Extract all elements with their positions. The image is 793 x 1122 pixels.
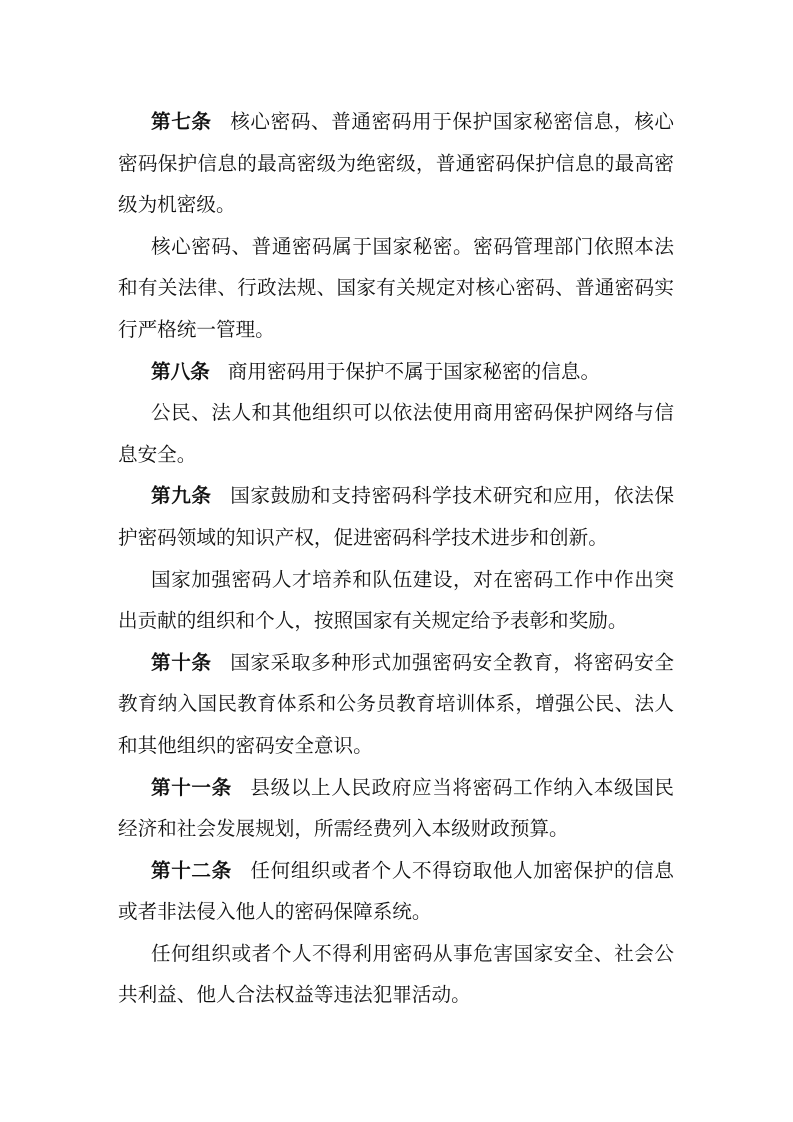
article-9-paragraph-2: 国家加强密码人才培养和队伍建设，对在密码工作中作出突出贡献的组织和个人，按照国家有关规定给予表彰和奖励。	[118, 567, 674, 633]
article-12-label: 第十二条	[151, 858, 232, 882]
article-9-label: 第九条	[151, 484, 212, 508]
article-9-paragraph-1	[118, 475, 674, 558]
article-7-paragraph-1	[118, 101, 674, 226]
article-11-label: 第十一条	[151, 775, 232, 799]
article-8-paragraph-1	[118, 351, 674, 393]
article-11-text-1: 县级以上人民政府应当将密码工作纳入本级国民经济和社会发展规划，所需经费列入本级财政预算。	[118, 775, 675, 841]
article-8-paragraph-2: 公民、法人和其他组织可以依法使用商用密码保护网络与信息安全。	[118, 401, 674, 466]
article-7-paragraph-2: 核心密码、普通密码属于国家秘密。密码管理部门依照本法和有关法律、行政法规、国家有关规定对核心密码、普通密码实行严格统一管理。	[118, 234, 674, 341]
article-12-paragraph-2: 任何组织或者个人不得利用密码从事危害国家安全、社会公共利益、他人合法权益等违法犯罪活动。	[118, 941, 674, 1007]
article-10-text-1: 国家采取多种形式加强密码安全教育，将密码安全教育纳入国民教育体系和公务员教育培训体系，增强公民、法人和其他组织的密码安全意识。	[118, 650, 675, 757]
article-11-paragraph-1	[118, 767, 674, 850]
article-12-text-1: 任何组织或者个人不得窃取他人加密保护的信息或者非法侵入他人的密码保障系统。	[118, 858, 675, 924]
article-7-label: 第七条	[151, 110, 212, 133]
article-9-text-1: 国家鼓励和支持密码科学技术研究和应用，依法保护密码领域的知识产权，促进密码科学技术进步和创新。	[118, 484, 675, 549]
article-10-paragraph-1	[118, 642, 674, 767]
article-10-label: 第十条	[151, 650, 212, 674]
article-8-text-1: 商用密码用于保护不属于国家秘密的信息。	[227, 359, 601, 383]
article-8-label: 第八条	[151, 359, 210, 383]
article-7-text-1: 核心密码、普通密码用于保护国家秘密信息，核心密码保护信息的最高密级为绝密级，普通密码保护信息的最高密级为机密级。	[118, 110, 675, 217]
document-body	[118, 101, 674, 1016]
article-12-paragraph-1	[118, 850, 674, 933]
